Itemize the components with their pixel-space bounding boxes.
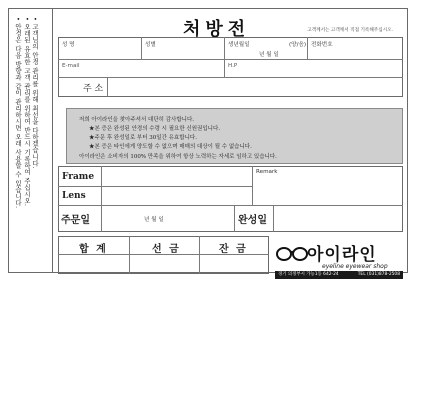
side-note-2: • 오래된 유효한 고객 관리를 위하여 반드시 기록하여 주십시오. bbox=[23, 17, 31, 207]
notice-box bbox=[66, 108, 403, 164]
lens-label: Lens bbox=[62, 191, 86, 201]
gender-label: 성별 bbox=[145, 42, 156, 48]
remark-label: Remark bbox=[256, 169, 278, 175]
glasses-logo-icon bbox=[275, 242, 309, 266]
total-label: 합 계 bbox=[79, 244, 108, 255]
birth-label: 생년월일 bbox=[228, 42, 250, 48]
notice-line-2: ★본 증은 완성된 안경의 수령 시 필요한 신원권입니다. bbox=[89, 126, 221, 132]
order-box bbox=[58, 166, 403, 232]
name-label: 성 명 bbox=[62, 42, 75, 48]
notice-line-5: 아이라인은 소비자의 100% 만족을 위하여 항상 노력하는 자세로 임하고 있습니다. bbox=[79, 154, 277, 160]
order-date-label: 주문일 bbox=[61, 215, 90, 226]
done-date-label: 완성일 bbox=[238, 215, 267, 226]
hp-field[interactable]: H.P bbox=[228, 63, 238, 69]
logo-address-bar bbox=[275, 271, 403, 279]
shop-logo bbox=[275, 240, 403, 280]
notice-line-4: ★본 증은 타인에게 양도할 수 없으며 매매의 대상이 될 수 없습니다. bbox=[89, 144, 252, 150]
page-title: 처방전 bbox=[183, 19, 251, 40]
shop-tel: TEL (031)878-2508 bbox=[357, 272, 400, 277]
prescription-sheet bbox=[8, 8, 408, 277]
balance-label: 잔 금 bbox=[219, 244, 248, 255]
birth-date-value: 년 월 일 bbox=[259, 52, 279, 58]
notice-line-3: ★주문 후 완성일로 부터 30일간 유효합니다. bbox=[89, 135, 197, 141]
deposit-label: 선 금 bbox=[152, 244, 181, 255]
order-date-value: 년 월 일 bbox=[144, 217, 164, 223]
lunar-solar-label: (양/음) bbox=[289, 42, 307, 48]
frame-label: Frame bbox=[62, 172, 95, 182]
address-label: 주 소 bbox=[83, 84, 104, 94]
notice-line-1: 저희 아이라인을 찾아주셔서 대단히 감사합니다. bbox=[79, 117, 195, 123]
side-notes-strip bbox=[9, 9, 53, 272]
logo-english: eyeline eyewear shop bbox=[322, 263, 388, 270]
side-note-3: • 고객님의 안경 관리를 위해 최선을 다하겠습니다. bbox=[31, 17, 39, 169]
page-subtitle: 고객께서는 고객께서 직접 기록해주십시오. bbox=[307, 28, 393, 33]
shop-address: 경기 의정부시 가능1동 642-24 bbox=[278, 272, 339, 277]
logo-wordmark: 아이라인 bbox=[307, 245, 377, 265]
phone-label: 전화번호 bbox=[311, 42, 333, 48]
email-field[interactable]: E-mail bbox=[62, 63, 80, 69]
side-note-1: • 안경은 다음 방향과 같이 관리하시면 오래 사용할 수 있습니다. bbox=[14, 17, 22, 209]
